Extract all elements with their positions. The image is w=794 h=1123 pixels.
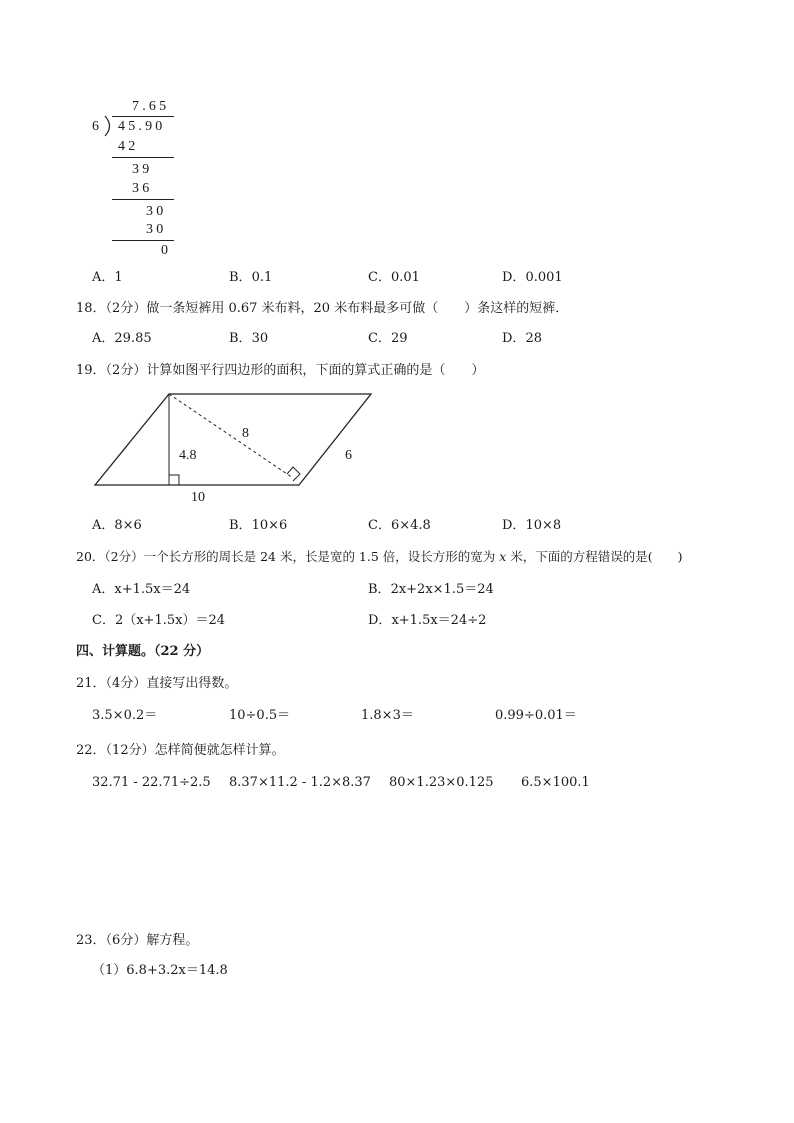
- option-b[interactable]: [229, 271, 272, 284]
- division-step: 39: [132, 162, 153, 177]
- option-value: 2（x+1.5x）＝24: [114, 613, 225, 628]
- option-label: B．: [229, 270, 252, 285]
- q19-question: 19．（2分）计算如图平行四边形的面积，下面的算式正确的是（ ）: [76, 363, 485, 378]
- division-step: 0: [161, 243, 172, 258]
- option-label: D．: [502, 270, 526, 285]
- diagonal-label: 8: [242, 426, 249, 441]
- q21-item: 1.8×3＝: [361, 708, 414, 723]
- option-value: 29.85: [114, 331, 152, 346]
- option-label: C．: [92, 613, 115, 628]
- q20-question: [76, 551, 683, 564]
- option-value: 10×6: [251, 518, 288, 533]
- q20-variable: x: [499, 549, 507, 564]
- option-label: D．: [368, 613, 392, 628]
- option-a[interactable]: [92, 519, 142, 532]
- side-label: 6: [345, 448, 352, 463]
- division-bracket: [103, 114, 115, 138]
- right-angle-mark-bottom: [169, 475, 179, 485]
- q22-item: 80×1.23×0.125: [389, 775, 494, 790]
- option-value: 28: [525, 331, 542, 346]
- option-label: C．: [368, 270, 391, 285]
- division-step: 36: [132, 181, 153, 196]
- option-label: D．: [502, 331, 526, 346]
- division-rule: [112, 199, 174, 200]
- option-a[interactable]: [92, 583, 190, 596]
- option-b[interactable]: [229, 519, 287, 532]
- parallelogram-outline: [95, 394, 371, 485]
- height-label: 4.8: [179, 448, 197, 463]
- division-step: 30: [146, 222, 167, 237]
- q21-item: 0.99÷0.01＝: [495, 708, 577, 723]
- base-label: 10: [191, 490, 205, 505]
- parallelogram-figure: [80, 385, 400, 510]
- option-d[interactable]: [502, 271, 563, 284]
- quotient-rule: [112, 116, 174, 117]
- dividend: 45.90: [118, 119, 166, 134]
- option-label: A．: [92, 518, 115, 533]
- option-label: B．: [368, 582, 391, 597]
- option-value: x+1.5x＝24: [114, 582, 191, 597]
- option-c[interactable]: [92, 614, 225, 627]
- option-value: x+1.5x＝24÷2: [391, 613, 487, 628]
- q23-question: 23．（6分）解方程。: [76, 933, 199, 948]
- option-label: C．: [368, 331, 391, 346]
- option-label: B．: [229, 518, 252, 533]
- option-value: 1: [114, 270, 123, 285]
- option-value: 6×4.8: [390, 518, 431, 533]
- divisor: 6: [92, 119, 103, 134]
- option-d[interactable]: [502, 332, 542, 345]
- option-value: 0.1: [251, 270, 273, 285]
- option-label: C．: [368, 518, 391, 533]
- q20-text-after: 米，下面的方程错误的是( ): [506, 549, 683, 564]
- q23-item-1: （1）6.8+3.2x＝14.8: [92, 963, 228, 978]
- division-step: 42: [118, 139, 139, 154]
- q21-item: 3.5×0.2＝: [92, 708, 158, 723]
- option-value: 0.001: [525, 270, 563, 285]
- option-value: 30: [251, 331, 269, 346]
- option-value: 10×8: [525, 518, 562, 533]
- q18-question: 18．（2分）做一条短裤用 0.67 米布料，20 米布料最多可做（ ）条这样的短裤．: [76, 301, 569, 316]
- q21-question: 21．（4分）直接写出得数。: [76, 676, 238, 691]
- q22-question: 22．（12分）怎样简便就怎样计算。: [76, 743, 285, 758]
- option-c[interactable]: [368, 332, 408, 345]
- option-label: A．: [92, 270, 115, 285]
- option-a[interactable]: [92, 271, 123, 284]
- quotient: 7.65: [132, 99, 170, 114]
- division-step: 30: [146, 204, 167, 219]
- q20-text-before: 20．（2分）一个长方形的周长是 24 米，长是宽的 1.5 倍，设长方形的宽为: [76, 549, 500, 564]
- q22-item: 8.37×11.2 - 1.2×8.37: [229, 775, 371, 790]
- option-value: 2x+2x×1.5＝24: [390, 582, 494, 597]
- division-rule: [112, 157, 174, 158]
- division-rule: [112, 240, 174, 241]
- section-title: 四、计算题。（22 分）: [76, 644, 210, 659]
- q22-item: 32.71 - 22.71÷2.5: [92, 775, 211, 790]
- option-label: A．: [92, 582, 115, 597]
- option-value: 8×6: [114, 518, 142, 533]
- right-angle-mark-side: [287, 467, 300, 481]
- option-d[interactable]: [368, 614, 486, 627]
- option-d[interactable]: [502, 519, 561, 532]
- option-value: 29: [390, 331, 408, 346]
- option-label: B．: [229, 331, 252, 346]
- q21-item: 10÷0.5＝: [229, 708, 291, 723]
- option-b[interactable]: [368, 583, 494, 596]
- diagonal-dashed-line: [169, 394, 293, 478]
- option-a[interactable]: [92, 332, 152, 345]
- option-label: D．: [502, 518, 526, 533]
- option-c[interactable]: [368, 519, 431, 532]
- q22-item: 6.5×100.1: [521, 775, 590, 790]
- option-b[interactable]: [229, 332, 268, 345]
- option-label: A．: [92, 331, 115, 346]
- option-value: 0.01: [390, 270, 420, 285]
- option-c[interactable]: [368, 271, 420, 284]
